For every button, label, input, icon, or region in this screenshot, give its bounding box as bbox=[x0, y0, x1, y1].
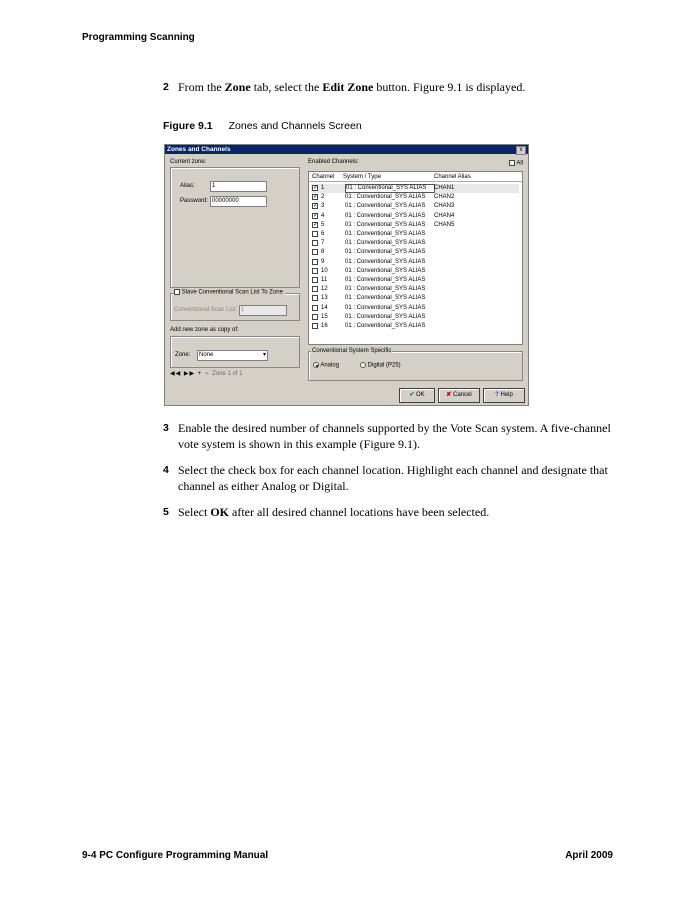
system-type[interactable]: 01 : Conventional_SYS ALIAS bbox=[345, 323, 426, 329]
channel-alias: CHAN4 bbox=[434, 212, 455, 219]
nav-text: Zone 1 of 1 bbox=[212, 371, 243, 377]
table-row[interactable] bbox=[311, 294, 519, 303]
current-zone-label: Current zone: bbox=[170, 159, 207, 165]
record-navigator[interactable]: ◀◀ ▶▶ + − Zone 1 of 1 bbox=[170, 371, 243, 377]
col-channel: Channel bbox=[312, 174, 335, 180]
table-row[interactable] bbox=[311, 313, 519, 322]
table-row[interactable] bbox=[311, 221, 519, 230]
channel-checkbox[interactable] bbox=[312, 268, 318, 274]
channel-number: 6 bbox=[321, 231, 325, 237]
digital-radio-row[interactable] bbox=[360, 362, 401, 369]
channel-checkbox[interactable] bbox=[312, 323, 318, 329]
col-system: System / Type bbox=[343, 174, 381, 180]
channel-checkbox[interactable]: ✓ bbox=[313, 221, 319, 228]
ok-button[interactable] bbox=[399, 388, 435, 403]
system-type[interactable]: 01 : Conventional_SYS ALIAS bbox=[345, 184, 435, 193]
add-new-label: Add new zone as copy of: bbox=[170, 327, 239, 333]
channel-number: 12 bbox=[321, 286, 328, 293]
text: after all desired channel locations have been selected. bbox=[229, 505, 490, 519]
all-checkbox[interactable] bbox=[509, 160, 515, 166]
chevron-down-icon[interactable]: ▾ bbox=[262, 352, 266, 358]
table-row[interactable] bbox=[311, 239, 519, 248]
password-label: Password: bbox=[180, 198, 209, 204]
step-5 bbox=[163, 504, 613, 520]
channel-number: 13 bbox=[321, 295, 328, 302]
conv-specific-label: Conventional System Specific bbox=[312, 348, 392, 354]
digital-radio[interactable] bbox=[360, 362, 366, 368]
footer-right: April 2009 bbox=[565, 850, 613, 861]
channel-checkbox[interactable] bbox=[312, 249, 318, 255]
help-button[interactable] bbox=[483, 388, 525, 403]
channel-number: 8 bbox=[321, 249, 325, 256]
footer-left: 9-4 PC Configure Programming Manual bbox=[82, 850, 269, 861]
channels-table bbox=[308, 171, 523, 345]
table-row[interactable] bbox=[311, 212, 519, 221]
channel-number: 14 bbox=[321, 304, 328, 311]
system-type[interactable]: 01 : Conventional_SYS ALIAS bbox=[345, 258, 426, 265]
figure-title: Zones and Channels Screen bbox=[228, 120, 362, 132]
analog-radio-row[interactable] bbox=[313, 362, 339, 369]
all-label: All bbox=[516, 160, 524, 167]
zone-select[interactable] bbox=[197, 350, 268, 361]
channel-checkbox[interactable] bbox=[312, 231, 318, 237]
conv-specific-group bbox=[308, 351, 523, 381]
system-type[interactable]: 01 : Conventional_SYS ALIAS bbox=[345, 304, 426, 311]
table-row[interactable] bbox=[311, 258, 519, 267]
text: button. Figure 9.1 is displayed. bbox=[373, 80, 526, 94]
table-row[interactable] bbox=[311, 193, 519, 202]
system-type[interactable]: 01 : Conventional_SYS ALIAS bbox=[345, 313, 426, 320]
enabled-channels-label: Enabled Channels: bbox=[308, 159, 359, 165]
channel-number: 2 bbox=[321, 194, 325, 201]
channel-number: 4 bbox=[321, 212, 325, 219]
channel-checkbox[interactable]: ✓ bbox=[313, 194, 319, 201]
table-row[interactable] bbox=[311, 248, 519, 257]
step-number: 3 bbox=[163, 422, 169, 434]
system-type[interactable]: 01 : Conventional_SYS ALIAS bbox=[345, 277, 426, 283]
table-row[interactable] bbox=[311, 322, 519, 331]
channel-number: 16 bbox=[321, 323, 328, 329]
help-icon: ? bbox=[495, 392, 499, 398]
table-row[interactable] bbox=[311, 184, 519, 193]
channel-checkbox[interactable] bbox=[312, 314, 318, 320]
channel-checkbox[interactable] bbox=[312, 286, 318, 292]
system-type[interactable]: 01 : Conventional_SYS ALIAS bbox=[345, 295, 426, 302]
channel-alias: CHAN5 bbox=[434, 221, 455, 228]
table-row[interactable] bbox=[311, 276, 519, 285]
channel-checkbox[interactable] bbox=[312, 305, 318, 311]
running-header: Programming Scanning bbox=[82, 32, 195, 43]
table-row[interactable] bbox=[311, 304, 519, 313]
channel-number: 3 bbox=[321, 203, 325, 210]
step-text: Enable the desired number of channels supported by the Vote Scan system. A five-channel vote system is shown in this example (Figure 9.1). bbox=[178, 421, 611, 451]
table-row[interactable] bbox=[311, 285, 519, 294]
channel-checkbox[interactable]: ✓ bbox=[313, 212, 319, 219]
text: From the bbox=[178, 80, 225, 94]
system-type[interactable]: 01 : Conventional_SYS ALIAS bbox=[345, 267, 426, 274]
dialog-title: Zones and Channels bbox=[165, 145, 528, 154]
channel-number: 7 bbox=[321, 240, 325, 247]
system-type[interactable]: 01 : Conventional_SYS ALIAS bbox=[345, 231, 426, 237]
analog-label: Analog bbox=[320, 362, 340, 369]
step-3 bbox=[163, 420, 613, 452]
channel-number: 9 bbox=[321, 258, 325, 265]
cancel-button[interactable] bbox=[438, 388, 480, 403]
text: Select bbox=[178, 505, 211, 519]
system-type[interactable]: 01 : Conventional_SYS ALIAS bbox=[345, 212, 426, 219]
channel-alias: CHAN3 bbox=[434, 203, 455, 210]
conv-scan-select[interactable]: 1 bbox=[239, 305, 287, 316]
zones-channels-dialog bbox=[164, 144, 529, 406]
step-4 bbox=[163, 462, 613, 494]
slave-checkbox[interactable] bbox=[174, 289, 180, 295]
col-alias: Channel Alias bbox=[434, 174, 471, 180]
channel-checkbox[interactable] bbox=[312, 259, 318, 265]
check-icon: ✔ bbox=[409, 392, 415, 398]
step-text: Select the check box for each channel location. Highlight each channel and designate that channel as either Analog or Digital. bbox=[178, 463, 608, 493]
channel-checkbox[interactable] bbox=[312, 277, 318, 283]
channel-alias: CHAN1 bbox=[434, 185, 455, 191]
conv-scan-label: Conventional Scan List: bbox=[174, 307, 238, 313]
close-button[interactable]: x bbox=[516, 146, 526, 155]
step-2 bbox=[163, 79, 613, 95]
system-type[interactable]: 01 : Conventional_SYS ALIAS bbox=[345, 221, 426, 228]
channel-checkbox[interactable] bbox=[312, 240, 318, 246]
channel-checkbox[interactable]: ✓ bbox=[313, 185, 319, 191]
bold-text: OK bbox=[210, 505, 229, 519]
channel-number: 11 bbox=[321, 277, 328, 283]
help-label: Help bbox=[500, 392, 513, 398]
channel-checkbox[interactable] bbox=[312, 295, 318, 301]
password-input[interactable]: 00000000 bbox=[210, 196, 267, 207]
zone-label: Zone: bbox=[175, 352, 191, 358]
bold-text: Edit Zone bbox=[322, 80, 374, 94]
system-type[interactable]: 01 : Conventional_SYS ALIAS bbox=[345, 286, 426, 293]
table-row[interactable] bbox=[311, 267, 519, 276]
system-type[interactable]: 01 : Conventional_SYS ALIAS bbox=[345, 203, 426, 210]
slave-checkbox-row[interactable] bbox=[174, 289, 285, 296]
channel-checkbox[interactable]: ✓ bbox=[313, 203, 319, 210]
system-type[interactable]: 01 : Conventional_SYS ALIAS bbox=[345, 249, 426, 256]
text: tab, select the bbox=[250, 80, 323, 94]
alias-input[interactable]: 1 bbox=[210, 181, 267, 192]
step-number: 2 bbox=[163, 81, 169, 93]
ok-label: OK bbox=[416, 392, 425, 398]
x-icon: ✘ bbox=[446, 392, 452, 398]
cancel-label: Cancel bbox=[453, 392, 472, 398]
bold-text: Zone bbox=[224, 80, 251, 94]
all-checkbox-row[interactable] bbox=[509, 160, 523, 167]
figure-label: Figure 9.1 bbox=[163, 120, 213, 132]
digital-label: Digital (P25) bbox=[367, 362, 401, 369]
channel-number: 5 bbox=[321, 221, 325, 228]
channel-number: 1 bbox=[321, 185, 325, 191]
figure-caption bbox=[163, 120, 362, 132]
system-type[interactable]: 01 : Conventional_SYS ALIAS bbox=[345, 240, 426, 247]
channel-number: 15 bbox=[321, 313, 328, 320]
alias-label: Alias: bbox=[180, 183, 195, 189]
slave-label: Slave Conventional Scan List To Zone bbox=[181, 289, 283, 296]
step-number: 5 bbox=[163, 506, 169, 518]
zone-select-value: None bbox=[199, 352, 214, 358]
channel-number: 10 bbox=[321, 267, 328, 274]
table-row[interactable] bbox=[311, 230, 519, 239]
system-type[interactable]: 01 : Conventional_SYS ALIAS bbox=[345, 194, 426, 201]
step-number: 4 bbox=[163, 464, 169, 476]
table-row[interactable] bbox=[311, 202, 519, 211]
analog-radio[interactable] bbox=[313, 362, 319, 368]
channel-alias: CHAN2 bbox=[434, 194, 455, 201]
